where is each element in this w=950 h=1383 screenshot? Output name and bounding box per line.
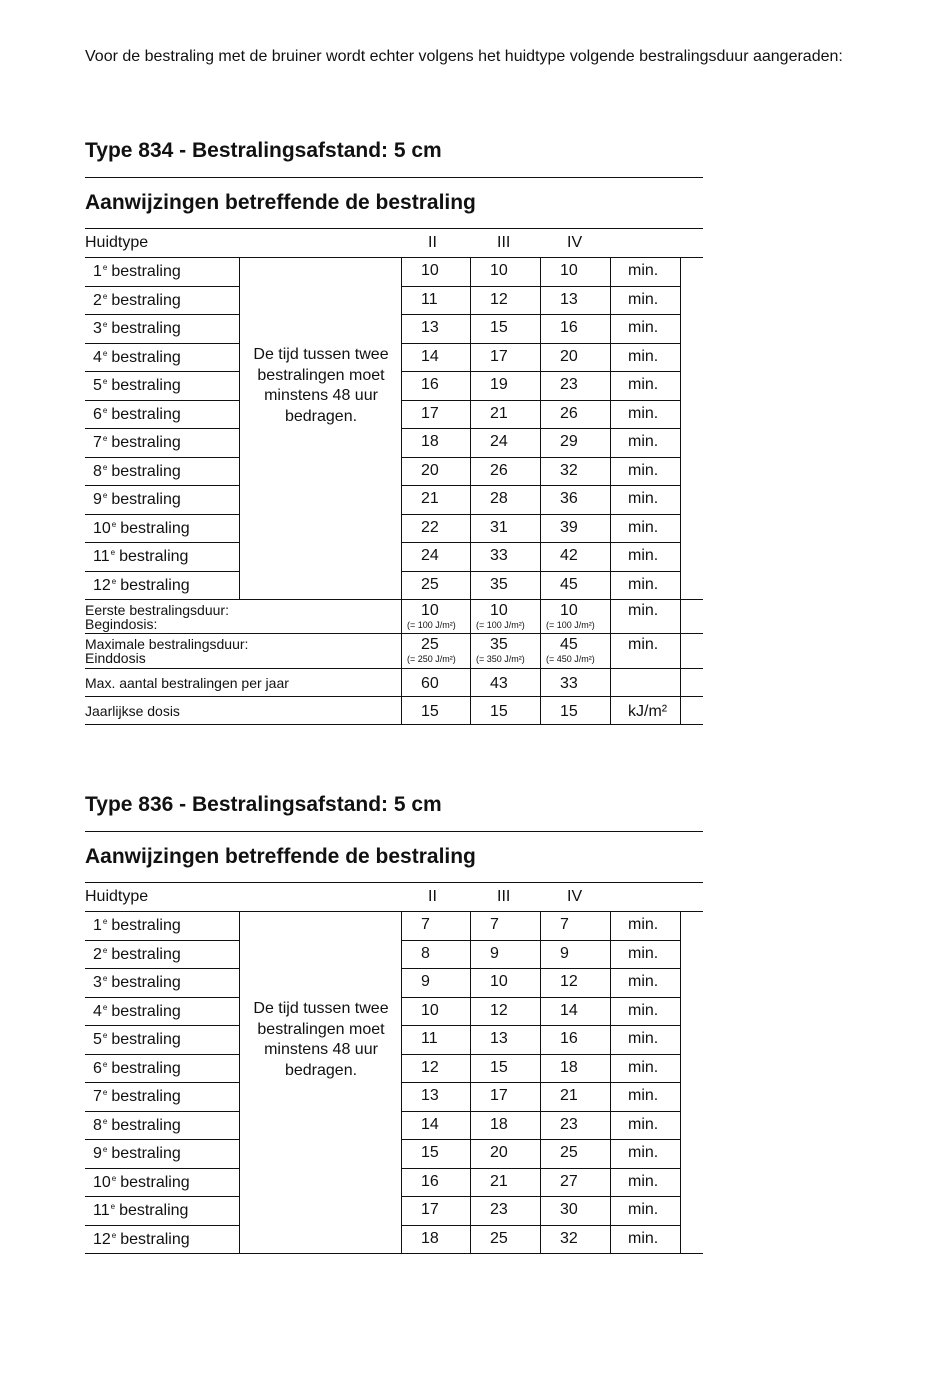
value-cell: 20	[490, 1144, 508, 1161]
unit-cell: min.	[628, 376, 659, 393]
row-word: bestraling	[111, 320, 181, 337]
interval-note: De tijd tussen twee bestralingen moet minstens 48 uur bedragen.	[253, 346, 389, 426]
ordinal-suffix: e	[102, 491, 108, 500]
dose-note: (= 450 J/m²)	[546, 654, 595, 664]
value-cell: 13	[490, 1030, 508, 1047]
row-number: 7	[93, 434, 102, 451]
value-cell: 7	[421, 916, 430, 933]
column-header: II	[428, 888, 437, 905]
row-label	[93, 463, 181, 481]
col-line	[680, 911, 681, 1253]
row-number: 7	[93, 1088, 102, 1105]
row-word: bestraling	[111, 974, 181, 991]
intro-text: Voor de bestraling met de bruiner wordt echter volgens het huidtype volgende bestralingsduur aangeraden:	[85, 48, 843, 65]
row-word: bestraling	[111, 434, 181, 451]
col-line	[401, 696, 402, 724]
unit-cell: min.	[628, 944, 659, 962]
row-word: bestraling	[120, 576, 190, 594]
ordinal-suffix: e	[102, 945, 108, 955]
value-cell: 15	[490, 703, 508, 720]
row-label	[93, 1174, 190, 1192]
column-header: III	[497, 888, 511, 905]
row-label	[93, 1231, 190, 1249]
col-line	[401, 633, 402, 668]
dose-note: (= 350 J/m²)	[476, 654, 525, 664]
value-cell: 31	[490, 518, 508, 536]
row-number: 5	[93, 1031, 102, 1048]
row-rule-label	[85, 286, 239, 287]
row-rule-label	[85, 485, 239, 486]
row-label	[93, 974, 181, 992]
row-number: 8	[93, 1116, 102, 1134]
value-cell: 21	[490, 404, 508, 422]
value-cell: 33	[560, 675, 578, 692]
row-word: bestraling	[120, 1173, 190, 1191]
row-rule-label	[85, 1196, 239, 1197]
table-top-rule	[85, 882, 703, 883]
row-word: bestraling	[111, 405, 181, 423]
value-cell: 19	[490, 376, 508, 393]
value-cell: 24	[421, 547, 439, 564]
row-label	[93, 1003, 181, 1021]
value-cell: 11	[421, 1030, 438, 1047]
value-cell: 42	[560, 547, 578, 564]
row-rule-label	[85, 343, 239, 344]
ordinal-suffix: e	[111, 1230, 117, 1240]
col-line	[610, 668, 611, 696]
value-cell: 15	[421, 1144, 439, 1161]
row-word: bestraling	[120, 1230, 190, 1248]
row-rule-label	[85, 514, 239, 515]
row-label	[93, 292, 181, 310]
row-number: 11	[93, 548, 110, 565]
row-word: bestraling	[111, 1145, 181, 1162]
value-cell: 16	[421, 1172, 439, 1190]
row-number: 8	[93, 462, 102, 480]
row-label	[93, 917, 181, 935]
ordinal-suffix: e	[111, 519, 117, 529]
row-number: 2	[93, 945, 102, 963]
row-rule-label	[85, 968, 239, 969]
dose-note: (= 250 J/m²)	[407, 654, 456, 664]
value-cell: 10	[421, 262, 439, 279]
row-word: bestraling	[111, 348, 181, 366]
col-line	[540, 599, 541, 633]
row-word: bestraling	[111, 462, 181, 480]
col-line	[540, 257, 541, 599]
extra-row-label: Eerste bestralingsduur:	[85, 602, 229, 618]
unit-cell: min.	[628, 636, 659, 653]
value-cell: 25	[421, 636, 439, 653]
col-line	[610, 633, 611, 668]
unit-cell: min.	[628, 973, 659, 990]
value-cell: 18	[421, 1229, 439, 1247]
value-cell: 11	[421, 290, 438, 308]
unit-cell: min.	[628, 1229, 659, 1247]
value-cell: 23	[560, 376, 578, 393]
row-number: 11	[93, 1202, 110, 1219]
col-line	[680, 696, 681, 724]
unit-cell: min.	[628, 1001, 659, 1019]
value-cell: 10	[560, 262, 578, 279]
ordinal-suffix: e	[111, 1173, 117, 1183]
value-cell: 18	[421, 433, 439, 450]
ordinal-suffix: e	[102, 405, 108, 415]
row-word: bestraling	[111, 263, 181, 280]
column-header: IV	[567, 234, 583, 251]
value-cell: 26	[560, 404, 578, 422]
row-rule-label	[85, 428, 239, 429]
col-line	[540, 633, 541, 668]
row-word: bestraling	[111, 377, 181, 394]
row-rule-label	[85, 1168, 239, 1169]
ordinal-suffix: e	[102, 974, 108, 983]
unit-cell: min.	[628, 262, 659, 279]
value-cell: 60	[421, 675, 439, 692]
row-number: 5	[93, 377, 102, 394]
col-line	[680, 257, 681, 599]
value-cell: 18	[560, 1058, 578, 1076]
row-label	[93, 1060, 181, 1078]
row-number: 2	[93, 291, 102, 309]
value-cell: 17	[490, 1087, 508, 1104]
row-number: 6	[93, 405, 102, 423]
row-label	[93, 377, 181, 395]
row-number: 12	[93, 1230, 111, 1248]
interval-note: De tijd tussen twee bestralingen moet minstens 48 uur bedragen.	[253, 1000, 389, 1080]
row-word: bestraling	[111, 945, 181, 963]
value-cell: 29	[560, 433, 578, 450]
col-line	[470, 633, 471, 668]
row-rule-label	[85, 400, 239, 401]
ordinal-suffix: e	[102, 377, 108, 386]
unit-cell: min.	[628, 461, 659, 479]
value-cell: 22	[421, 518, 439, 536]
extra-row-label-2: Begindosis:	[85, 616, 158, 632]
col-line	[401, 911, 402, 1253]
row-label	[93, 349, 181, 367]
col-line	[540, 668, 541, 696]
value-cell: 45	[560, 575, 578, 593]
row-word: bestraling	[119, 1202, 189, 1219]
row-word: bestraling	[120, 519, 190, 537]
row-label	[93, 263, 181, 281]
section-title: Type 834 - Bestralingsafstand: 5 cm	[85, 139, 442, 162]
row-label	[93, 1088, 181, 1106]
row-number: 3	[93, 320, 102, 337]
col-line	[680, 633, 681, 668]
unit-cell: min.	[628, 290, 659, 308]
value-cell: 20	[421, 461, 439, 479]
col-line	[401, 668, 402, 696]
row-rule-label	[85, 457, 239, 458]
row-label	[93, 946, 181, 964]
row-word: bestraling	[111, 917, 181, 934]
table-top-rule	[85, 228, 703, 229]
value-cell: 43	[490, 675, 508, 692]
row-label	[93, 320, 181, 338]
row-number: 10	[93, 519, 111, 537]
row-label	[93, 548, 188, 566]
row-word: bestraling	[111, 1116, 181, 1134]
row-number: 9	[93, 1145, 102, 1162]
col-line-label	[239, 257, 240, 599]
row-rule-label	[85, 542, 239, 543]
value-cell: 45	[560, 636, 578, 653]
value-cell: 10	[490, 973, 508, 990]
row-rule-label	[85, 1225, 239, 1226]
header-label: Huidtype	[85, 234, 149, 251]
value-cell: 12	[421, 1058, 439, 1076]
divider	[85, 177, 703, 178]
extra-row-label: Maximale bestralingsduur:	[85, 636, 249, 652]
row-number: 1	[93, 263, 102, 280]
extra-row-label: Max. aantal bestralingen per jaar	[85, 675, 289, 691]
value-cell: 21	[490, 1172, 508, 1190]
header-label: Huidtype	[85, 888, 149, 905]
value-cell: 14	[421, 347, 439, 365]
value-cell: 10	[421, 602, 439, 619]
row-number: 4	[93, 1002, 102, 1020]
row-label	[93, 434, 181, 452]
value-cell: 16	[421, 376, 439, 393]
ordinal-suffix: e	[102, 1059, 108, 1069]
col-line	[470, 668, 471, 696]
dose-note: (= 100 J/m²)	[546, 620, 595, 630]
col-line	[680, 599, 681, 633]
row-number: 3	[93, 974, 102, 991]
extra-row-label: Jaarlijkse dosis	[85, 703, 180, 719]
value-cell: 12	[490, 290, 508, 308]
col-line	[470, 257, 471, 599]
value-cell: 8	[421, 944, 430, 962]
ordinal-suffix: e	[102, 1116, 108, 1126]
row-label	[93, 1145, 181, 1163]
value-cell: 18	[490, 1115, 508, 1133]
section-title: Type 836 - Bestralingsafstand: 5 cm	[85, 793, 442, 816]
ordinal-suffix: e	[102, 348, 108, 358]
row-rule-label	[85, 571, 239, 572]
row-word: bestraling	[111, 491, 181, 508]
value-cell: 35	[490, 636, 508, 653]
section-type-836	[85, 793, 703, 1273]
unit-cell: min.	[628, 547, 659, 564]
col-line	[610, 257, 611, 599]
value-cell: 15	[421, 703, 439, 720]
value-cell: 7	[490, 916, 499, 933]
ordinal-suffix: e	[102, 291, 108, 301]
col-line	[470, 696, 471, 724]
col-line	[540, 696, 541, 724]
value-cell: 28	[490, 490, 508, 507]
unit-cell: min.	[628, 518, 659, 536]
unit-cell: min.	[628, 1144, 659, 1161]
row-word: bestraling	[111, 1059, 181, 1077]
row-number: 1	[93, 917, 102, 934]
unit-cell: min.	[628, 602, 659, 619]
value-cell: 35	[490, 575, 508, 593]
col-line	[680, 668, 681, 696]
ordinal-suffix: e	[102, 320, 108, 329]
value-cell: 20	[560, 347, 578, 365]
col-line	[401, 257, 402, 599]
col-line	[610, 599, 611, 633]
value-cell: 27	[560, 1172, 578, 1190]
row-number: 6	[93, 1059, 102, 1077]
value-cell: 17	[421, 404, 439, 422]
ordinal-suffix: e	[102, 434, 108, 443]
dose-note: (= 100 J/m²)	[407, 620, 456, 630]
value-cell: 15	[490, 319, 508, 336]
row-rule-label	[85, 1054, 239, 1055]
value-cell: 36	[560, 490, 578, 507]
value-cell: 25	[421, 575, 439, 593]
unit-cell: min.	[628, 490, 659, 507]
value-cell: 13	[421, 319, 439, 336]
value-cell: 17	[490, 347, 508, 365]
row-word: bestraling	[111, 1031, 181, 1048]
unit-cell: min.	[628, 1030, 659, 1047]
value-cell: 16	[560, 1030, 578, 1047]
value-cell: 12	[490, 1001, 508, 1019]
row-label	[93, 577, 190, 595]
row-rule-label	[85, 997, 239, 998]
section-subtitle: Aanwijzingen betreffende de bestraling	[85, 845, 476, 868]
value-cell: 14	[421, 1115, 439, 1133]
row-rule-label	[85, 1025, 239, 1026]
row-word: bestraling	[111, 291, 181, 309]
value-cell: 13	[421, 1087, 439, 1104]
block-bottom-rule	[85, 1253, 703, 1254]
col-line	[610, 911, 611, 1253]
ordinal-suffix: e	[111, 576, 117, 586]
value-cell: 12	[560, 973, 578, 990]
column-header: III	[497, 234, 511, 251]
value-cell: 26	[490, 461, 508, 479]
value-cell: 9	[560, 944, 569, 962]
value-cell: 10	[490, 262, 508, 279]
value-cell: 10	[490, 602, 508, 619]
value-cell: 23	[490, 1201, 508, 1218]
ordinal-suffix: e	[102, 1088, 108, 1097]
col-line	[540, 911, 541, 1253]
row-rule-label	[85, 1111, 239, 1112]
value-cell: 32	[560, 1229, 578, 1247]
row-label	[93, 491, 181, 509]
unit-cell: min.	[628, 1087, 659, 1104]
value-cell: 30	[560, 1201, 578, 1218]
row-number: 9	[93, 491, 102, 508]
ordinal-suffix: e	[102, 462, 108, 472]
ordinal-suffix: e	[102, 263, 108, 272]
unit-cell: min.	[628, 433, 659, 450]
value-cell: 14	[560, 1001, 578, 1019]
ordinal-suffix: e	[102, 1145, 108, 1154]
ordinal-suffix: e	[110, 1202, 116, 1211]
unit-cell: min.	[628, 347, 659, 365]
col-line-label	[239, 911, 240, 1253]
value-cell: 33	[490, 547, 508, 564]
value-cell: 10	[421, 1001, 439, 1019]
row-label	[93, 1117, 181, 1135]
unit-cell: kJ/m²	[628, 703, 668, 720]
value-cell: 24	[490, 433, 508, 450]
row-label	[93, 1202, 188, 1220]
row-word: bestraling	[111, 1088, 181, 1105]
value-cell: 16	[560, 319, 578, 336]
section-subtitle: Aanwijzingen betreffende de bestraling	[85, 191, 476, 214]
value-cell: 21	[560, 1087, 578, 1104]
unit-cell: min.	[628, 1115, 659, 1133]
ordinal-suffix: e	[110, 548, 116, 557]
unit-cell: min.	[628, 1172, 659, 1190]
row-rule-label	[85, 1082, 239, 1083]
unit-cell: min.	[628, 1058, 659, 1076]
row-number: 4	[93, 348, 102, 366]
row-rule-label	[85, 314, 239, 315]
divider	[85, 831, 703, 832]
extra-row-label-2: Einddosis	[85, 650, 146, 666]
col-line	[401, 599, 402, 633]
column-header: IV	[567, 888, 583, 905]
column-header: II	[428, 234, 437, 251]
unit-cell: min.	[628, 404, 659, 422]
value-cell: 39	[560, 518, 578, 536]
value-cell: 25	[560, 1144, 578, 1161]
section-type-834	[85, 139, 703, 739]
value-cell: 15	[560, 703, 578, 720]
row-label	[93, 520, 190, 538]
row-rule-label	[85, 1139, 239, 1140]
ordinal-suffix: e	[102, 917, 108, 926]
row-rule-label	[85, 371, 239, 372]
value-cell: 17	[421, 1201, 439, 1218]
value-cell: 7	[560, 916, 569, 933]
row-label	[93, 406, 181, 424]
dose-note: (= 100 J/m²)	[476, 620, 525, 630]
unit-cell: min.	[628, 319, 659, 336]
value-cell: 32	[560, 461, 578, 479]
unit-cell: min.	[628, 1201, 659, 1218]
value-cell: 10	[560, 602, 578, 619]
unit-cell: min.	[628, 916, 659, 933]
value-cell: 13	[560, 290, 578, 308]
unit-cell: min.	[628, 575, 659, 593]
row-rule-label	[85, 940, 239, 941]
extra-row-rule	[85, 724, 703, 725]
col-line	[470, 599, 471, 633]
value-cell: 9	[421, 973, 430, 990]
row-number: 10	[93, 1173, 111, 1191]
value-cell: 23	[560, 1115, 578, 1133]
value-cell: 15	[490, 1058, 508, 1076]
col-line	[470, 911, 471, 1253]
row-number: 12	[93, 576, 111, 594]
value-cell: 25	[490, 1229, 508, 1247]
ordinal-suffix: e	[102, 1031, 108, 1040]
row-word: bestraling	[119, 548, 189, 565]
value-cell: 21	[421, 490, 439, 507]
ordinal-suffix: e	[102, 1002, 108, 1012]
value-cell: 9	[490, 944, 499, 962]
row-label	[93, 1031, 181, 1049]
row-word: bestraling	[111, 1002, 181, 1020]
col-line	[610, 696, 611, 724]
